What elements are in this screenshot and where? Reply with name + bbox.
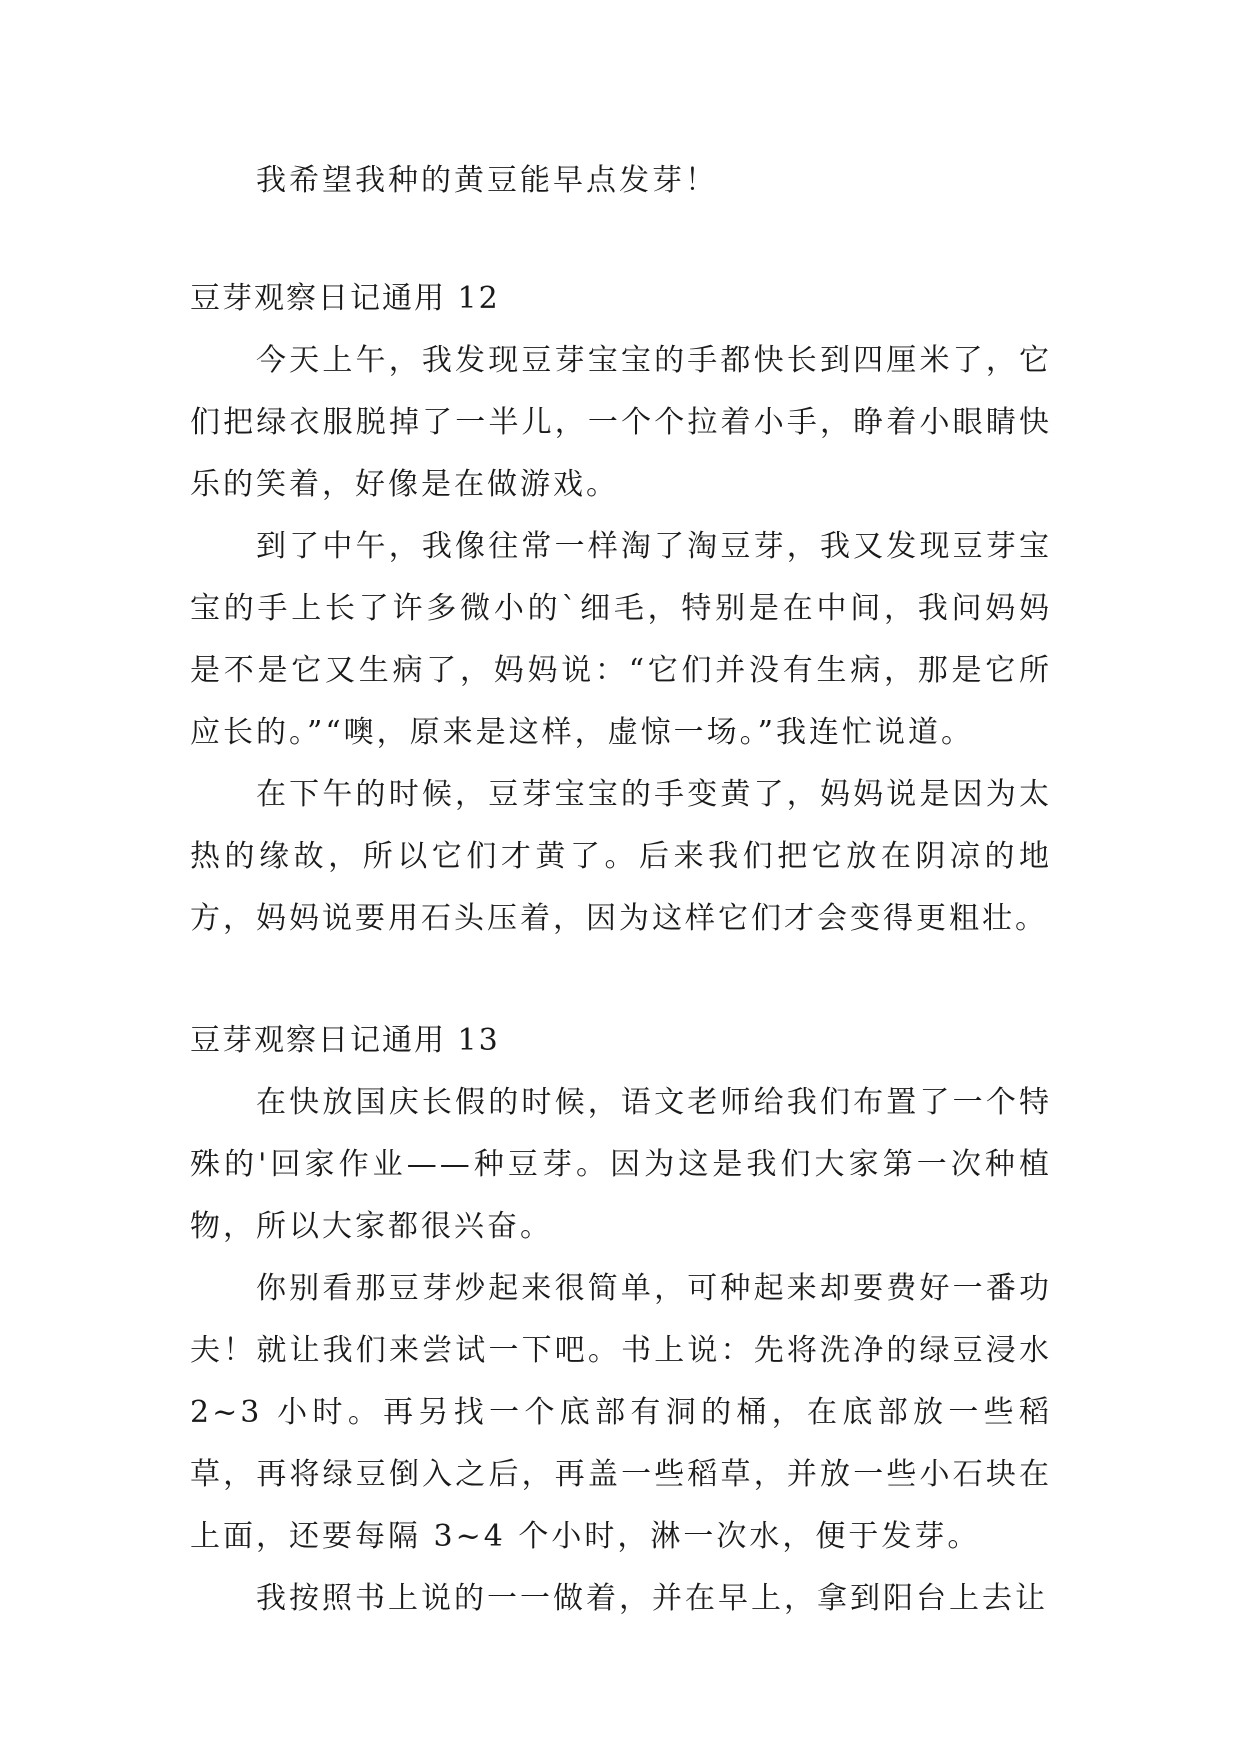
section-12-paragraph-1: 今天上午，我发现豆芽宝宝的手都快长到四厘米了，它们把绿衣服脱掉了一半儿，一个个拉着小手，睁着小眼睛快乐的笑着，好像是在做游戏。 (190, 343, 1052, 502)
spacer (190, 950, 1052, 1010)
section-12-heading: 豆芽观察日记通用 12 (190, 281, 500, 316)
spacer (190, 212, 1052, 268)
document-body (190, 150, 1052, 1630)
section-13-paragraph-2: 你别看那豆芽炒起来很简单，可种起来却要费好一番功夫！就让我们来尝试一下吧。书上说：先将洗净的绿豆浸水 2~3 小时。再另找一个底部有洞的桶，在底部放一些稻草，再将绿豆倒入之后，再盖一些稻草，并放一些小石块在上面，还要每隔 3~4 个小时，淋一次水，便于发芽。 (190, 1271, 1052, 1554)
section-12-paragraph-2: 到了中午，我像往常一样淘了淘豆芽，我又发现豆芽宝宝的手上长了许多微小的`细毛，特别是在中间，我问妈妈是不是它又生病了，妈妈说：“它们并没有生病，那是它所应长的。”“噢，原来是这样，虚惊一场。”我连忙说道。 (190, 529, 1052, 750)
section-13-paragraph-1: 在快放国庆长假的时候，语文老师给我们布置了一个特殊的'回家作业——种豆芽。因为这是我们大家第一次种植物，所以大家都很兴奋。 (190, 1085, 1052, 1244)
section-13-paragraph-3: 我按照书上说的一一做着，并在早上，拿到阳台上去让 (256, 1581, 1048, 1616)
intro-paragraph: 我希望我种的黄豆能早点发芽！ (256, 163, 718, 198)
section-12-paragraph-3: 在下午的时候，豆芽宝宝的手变黄了，妈妈说是因为太热的缘故，所以它们才黄了。后来我们把它放在阴凉的地方，妈妈说要用石头压着，因为这样它们才会变得更粗壮。 (190, 777, 1052, 936)
section-13-heading: 豆芽观察日记通用 13 (190, 1023, 500, 1058)
